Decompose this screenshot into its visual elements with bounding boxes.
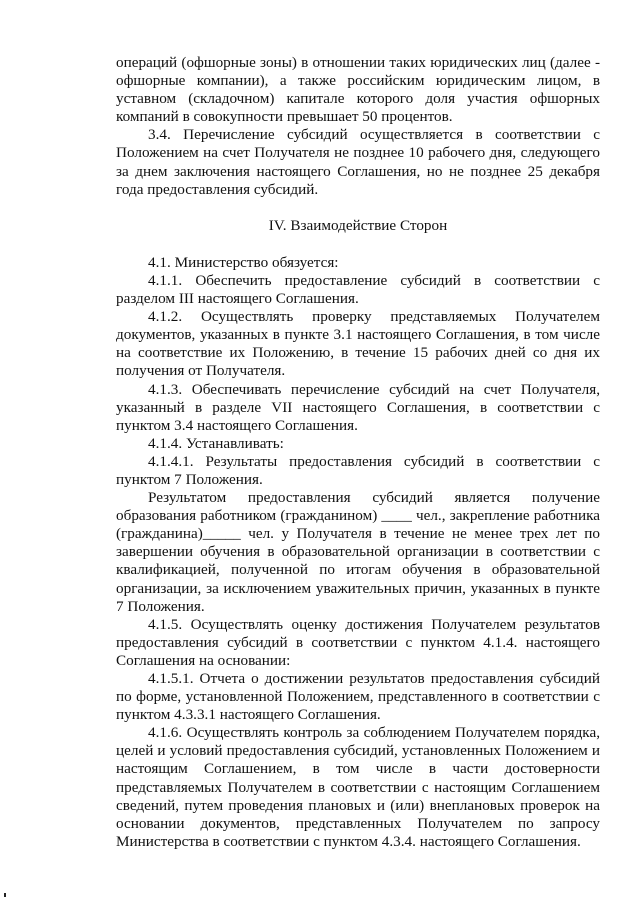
paragraph-4-1-4: 4.1.4. Устанавливать:: [148, 434, 284, 452]
paragraph-4-1-5-1: 4.1.5.1. Отчета о достижении результатов предоставления субсидий по форме, установленной Положением, представленного в соответствии с пунктом 4.3.3.1 настоящего Соглашения.: [116, 670, 600, 724]
paragraph-4-1-6: 4.1.6. Осуществлять контроль за соблюдением Получателем порядка, целей и условий предоставления субсидий, установленных Положением и настоящим Соглашением, в том числе в части достоверности представляемых Получателем в соответствии с настоящим Соглашением сведений, путем проведения плановых и (или) внеплановых проверок на основании документов, представленных Получателем по запросу Министерства в соответствии с пунктом 4.3.4. настоящего Соглашения.: [116, 724, 600, 850]
paragraph-result: Результатом предоставления субсидий является получение образования работником (гражданином) ____ чел., закрепление работника (гражданина)_____ чел. у Получателя в течение не менее трех лет по завершении обучения в образовательной организации в соответствии с квалификацией, полученной по итогам обучения в образовательной организации, за исключением уважительных причин, указанных в пункте 7 Положения.: [116, 489, 600, 615]
scan-mark: [4, 893, 6, 897]
paragraph-4-1-1: 4.1.1. Обеспечить предоставление субсидий в соответствии с разделом III настоящего Соглашения.: [116, 271, 600, 308]
paragraph-4-1-5: 4.1.5. Осуществлять оценку достижения Получателем результатов предоставления субсидий в соответствии с пунктом 4.1.4. настоящего Соглашения на основании:: [116, 615, 600, 669]
document-page: [116, 54, 600, 851]
paragraph-4-1-4-1: 4.1.4.1. Результаты предоставления субсидий в соответствии с пунктом 7 Положения.: [116, 452, 600, 488]
paragraph-4-1: 4.1. Министерство обязуется:: [148, 253, 339, 271]
paragraph-4-1-2: 4.1.2. Осуществлять проверку представляемых Получателем документов, указанных в пункте 3.1 настоящего Соглашения, в том числе на соответствие их Положению, в течение 15 рабочих дней со дня их получения от Получателя.: [116, 308, 600, 380]
paragraph-offshore-continuation: операций (офшорные зоны) в отношении таких юридических лиц (далее - офшорные компании), а также российским юридическим лицом, в уставном (складочном) капитале которого доля участия офшорных компаний в совокупности превышает 50 процентов.: [116, 54, 600, 126]
section-heading: IV. Взаимодействие Сторон: [268, 216, 448, 234]
paragraph-3-4: 3.4. Перечисление субсидий осуществляется в соответствии с Положением на счет Получателя не позднее 10 рабочего дня, следующего за днем заключения настоящего Соглашения, но не позднее 25 декабря года предоставления субсидий.: [116, 126, 600, 198]
paragraph-4-1-3: 4.1.3. Обеспечивать перечисление субсидий на счет Получателя, указанный в разделе VII настоящего Соглашения, в соответствии с пунктом 3.4 настоящего Соглашения.: [116, 380, 600, 434]
